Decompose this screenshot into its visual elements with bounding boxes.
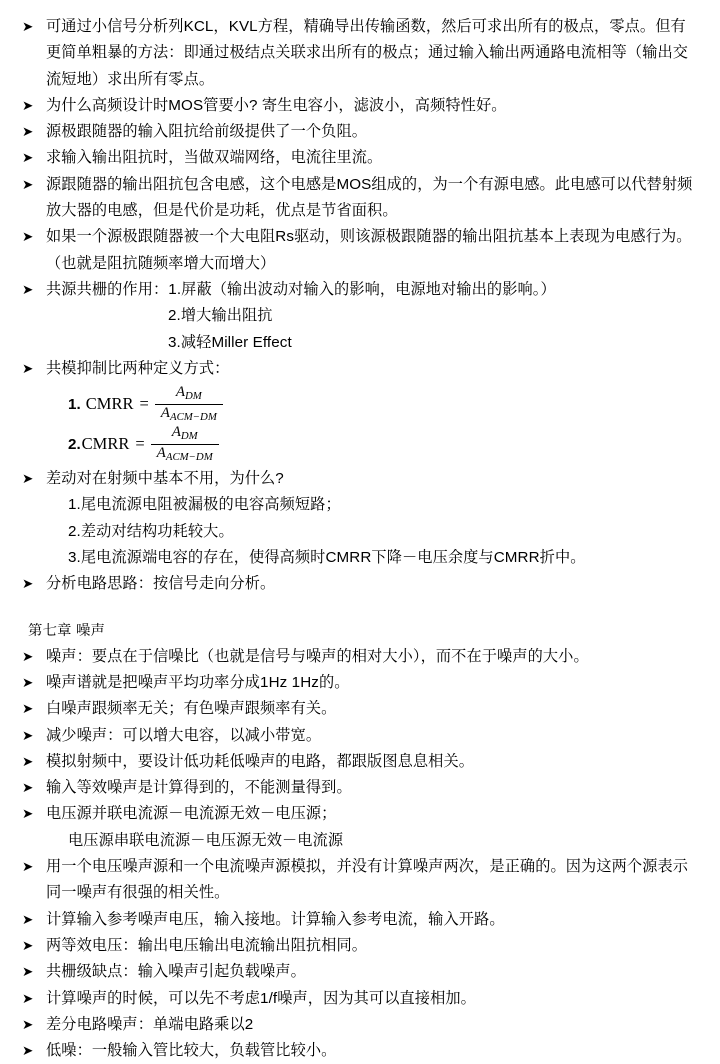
bullet-item xyxy=(20,1038,694,1064)
bullet-item xyxy=(20,986,694,1012)
arrow-bullet-icon: ➤ xyxy=(22,648,34,664)
arrow-bullet-icon: ➤ xyxy=(22,576,34,592)
bullet-item xyxy=(20,775,694,801)
bullet-item xyxy=(20,801,694,827)
bullet-item-text: 输入等效噪声是计算得到的，不能测量得到。 xyxy=(46,779,352,797)
bullet-item xyxy=(20,119,694,145)
bullet-item xyxy=(20,571,694,597)
bullet-item-text: 用一个电压噪声源和一个电流噪声源模拟，并没有计算噪声两次，是正确的。因为这两个源表示同一噪声有很强的相关性。 xyxy=(46,858,689,902)
bullet-item-text: 如果一个源极跟随器被一个大电阻Rs驱动，则该源极跟随器的输出阻抗基本上表现为电感行为。（也就是阻抗随频率增大而增大） xyxy=(46,228,692,272)
bullet-item-text: 求输入输出阻抗时，当做双端网络，电流往里流。 xyxy=(46,149,383,167)
numbered-subitem: 3.减轻Miller Effect xyxy=(168,333,292,351)
formula-lhs: CMRR xyxy=(81,393,134,413)
fraction-numerator xyxy=(166,425,204,443)
bullet-item-text: 差分电路噪声：单端电路乘以2 xyxy=(46,1015,254,1033)
arrow-bullet-icon: ➤ xyxy=(22,990,34,1006)
arrow-bullet-icon: ➤ xyxy=(22,859,34,875)
blank-line xyxy=(20,598,694,618)
arrow-bullet-icon: ➤ xyxy=(22,674,34,690)
bullet-item xyxy=(20,749,694,775)
bullet-item-text: 计算噪声的时候，可以先不考虑1/f噪声，因为其可以直接相加。 xyxy=(46,989,476,1007)
bullet-item xyxy=(20,224,694,277)
numerator-variable: A xyxy=(171,424,181,441)
bullet-item-text: 噪声谱就是把噪声平均功率分成1Hz 1Hz的。 xyxy=(46,673,350,691)
bullet-item xyxy=(20,907,694,933)
bullet-item-text: 低噪：一般输入管比较大，负载管比较小。 xyxy=(46,1042,337,1060)
denominator-variable: A xyxy=(160,404,170,421)
bullet-item-text: 共栅级缺点：输入噪声引起负载噪声。 xyxy=(46,963,306,981)
bullet-item-text: 两等效电压：输出电压输出电流输出阻抗相同。 xyxy=(46,936,368,954)
numbered-subitem: 2.差动对结构功耗较大。 xyxy=(68,522,234,540)
bullet-item xyxy=(20,466,694,492)
numbered-subitem: 3.尾电流源端电容的存在，使得高频时CMRR下降－电压余度与CMRR折中。 xyxy=(68,549,586,567)
denominator-subscript: ACM−DM xyxy=(169,410,217,423)
continuation-line: 电压源串联电流源－电压源无效－电流源 xyxy=(68,831,344,849)
numbered-subitem: 1.尾电流源电阻被漏极的电容高频短路； xyxy=(68,496,341,514)
numbered-subitem: 2.增大输出阻抗 xyxy=(168,307,273,325)
bullet-item xyxy=(20,696,694,722)
bullet-item-text: 噪声：要点在于信噪比（也就是信号与噪声的相对大小），而不在于噪声的大小。 xyxy=(46,647,589,665)
fraction-denominator xyxy=(151,445,219,463)
cmrr-formula xyxy=(20,422,694,466)
bullet-item-text: 白噪声跟频率无关；有色噪声跟频率有关。 xyxy=(46,700,337,718)
arrow-bullet-icon: ➤ xyxy=(22,150,34,166)
arrow-bullet-icon: ➤ xyxy=(22,911,34,927)
bullet-item-text: 为什么高频设计时MOS管要小? 寄生电容小，滤波小，高频特性好。 xyxy=(46,96,507,114)
bullet-item xyxy=(20,172,694,225)
arrow-bullet-icon: ➤ xyxy=(22,471,34,487)
bullet-item xyxy=(20,145,694,171)
bullet-item-text: 源极跟随器的输入阻抗给前级提供了一个负阻。 xyxy=(46,123,368,141)
bullet-item xyxy=(20,356,694,382)
fraction-numerator xyxy=(170,385,208,403)
bullet-item xyxy=(20,933,694,959)
arrow-bullet-icon: ➤ xyxy=(22,727,34,743)
bullet-item xyxy=(20,959,694,985)
arrow-bullet-icon: ➤ xyxy=(22,281,34,297)
arrow-bullet-icon: ➤ xyxy=(22,806,34,822)
fraction-denominator xyxy=(155,405,223,423)
arrow-bullet-icon: ➤ xyxy=(22,360,34,376)
bullet-item xyxy=(20,670,694,696)
bullet-item-text: 模拟射频中，要设计低功耗低噪声的电路，都跟版图息息相关。 xyxy=(46,752,475,770)
bullet-item-text: 源跟随器的输出阻抗包含电感，这个电感是MOS组成的，为一个有源电感。此电感可以代替射频放大器的电感，但是代价是功耗，优点是节省面积。 xyxy=(46,175,693,220)
numerator-subscript: DM xyxy=(180,430,198,443)
bullet-item-text: 分析电路思路：按信号走向分析。 xyxy=(46,575,276,593)
bullet-item-text: 电压源并联电流源－电流源无效－电压源； xyxy=(46,805,337,823)
formula-equals-sign: = xyxy=(139,393,149,413)
arrow-bullet-icon: ➤ xyxy=(22,753,34,769)
bullet-item xyxy=(20,1012,694,1038)
chapter-heading: 第七章 噪声 xyxy=(28,622,106,639)
bullet-item-text: 差动对在射频中基本不用，为什么? xyxy=(46,470,284,488)
bullet-item-text: 减少噪声：可以增大电容，以减小带宽。 xyxy=(46,726,322,744)
formula-lhs: CMRR xyxy=(81,433,130,453)
bullet-item xyxy=(20,277,694,303)
fraction xyxy=(155,385,223,423)
arrow-bullet-icon: ➤ xyxy=(22,97,34,113)
arrow-bullet-icon: ➤ xyxy=(22,1016,34,1032)
fraction xyxy=(151,425,219,463)
arrow-bullet-icon: ➤ xyxy=(22,780,34,796)
formula-index: 1. xyxy=(68,395,81,413)
formula-equals-sign: = xyxy=(135,433,145,453)
bullet-item xyxy=(20,14,694,93)
numerator-variable: A xyxy=(175,384,185,401)
arrow-bullet-icon: ➤ xyxy=(22,937,34,953)
arrow-bullet-icon: ➤ xyxy=(22,19,34,34)
bullet-item-text: 共源共栅的作用：1.屏蔽（输出波动对输入的影响，电源地对输出的影响。） xyxy=(46,280,556,298)
bullet-item xyxy=(20,644,694,670)
arrow-bullet-icon: ➤ xyxy=(22,124,34,140)
bullet-item-text: 可通过小信号分析列KCL，KVL方程，精确导出传输函数，然后可求出所有的极点，零点。但有更简单粗暴的方法：即通过极结点关联求出所有的极点；通过输入输出两通路电流相等（输出交流短地）求出所有零点。 xyxy=(46,18,689,88)
formula-index: 2. xyxy=(68,435,81,453)
arrow-bullet-icon: ➤ xyxy=(22,701,34,717)
arrow-bullet-icon: ➤ xyxy=(22,1043,34,1059)
bullet-item-text: 计算输入参考噪声电压，输入接地。计算输入参考电流，输入开路。 xyxy=(46,910,505,928)
arrow-bullet-icon: ➤ xyxy=(22,964,34,980)
bullet-item-text: 共模抑制比两种定义方式： xyxy=(46,359,230,377)
arrow-bullet-icon: ➤ xyxy=(22,176,34,192)
denominator-subscript: ACM−DM xyxy=(165,450,213,463)
bullet-item xyxy=(20,723,694,749)
cmrr-formula xyxy=(20,382,694,426)
bullet-item xyxy=(20,93,694,119)
arrow-bullet-icon: ➤ xyxy=(22,229,34,245)
numerator-subscript: DM xyxy=(185,390,202,403)
bullet-item xyxy=(20,854,694,907)
denominator-variable: A xyxy=(156,444,166,461)
